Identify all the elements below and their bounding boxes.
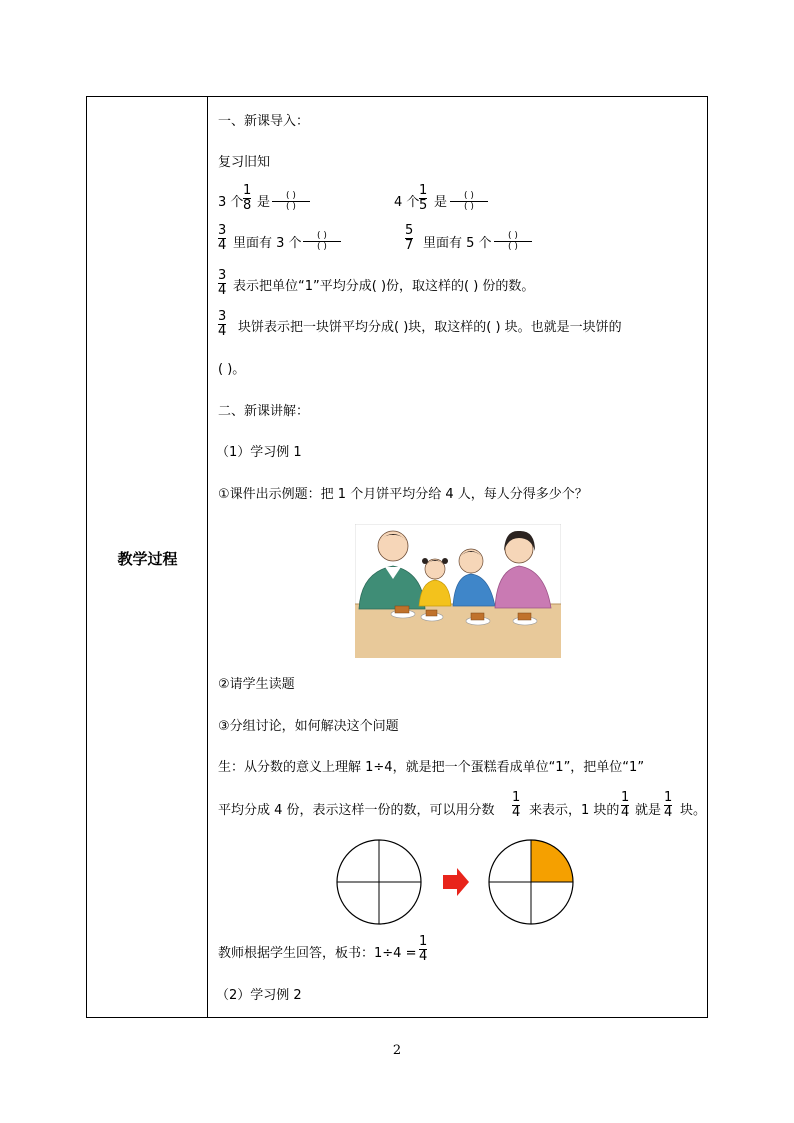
blank-numerator: ( ) [508, 231, 518, 241]
blank-denominator: ( ) [494, 241, 532, 252]
fraction-denominator: 4 [218, 238, 227, 253]
step-3: ③分组讨论，如何解决这个问题 [218, 719, 399, 734]
fraction-numerator: 1 [621, 790, 630, 805]
fraction-numerator: 5 [405, 223, 414, 238]
content-cell [209, 97, 707, 1017]
table-surface [355, 604, 561, 658]
step-2: ②请学生读题 [218, 677, 295, 692]
q5-text: 表示把单位“1”平均分成( )份，取这样的( ) 份的数。 [233, 279, 535, 294]
q3-answer-blank[interactable] [303, 231, 341, 252]
board-writing: 教师根据学生回答，板书：1÷4 = [218, 946, 417, 961]
q6-continuation: ( )。 [218, 362, 246, 377]
fraction-denominator: 4 [664, 805, 673, 820]
blank-numerator: ( ) [317, 231, 327, 241]
quarter-fraction-2 [621, 791, 629, 820]
review-heading: 复习旧知 [218, 155, 271, 170]
q2-is: 是 [434, 195, 448, 210]
boy-head [459, 549, 483, 573]
blank-numerator: ( ) [286, 191, 296, 201]
board-fraction [419, 935, 427, 964]
q6-fraction [218, 310, 226, 339]
fraction-numerator: 3 [218, 268, 227, 283]
row-label: 教学过程 [117, 550, 178, 568]
fraction-denominator: 4 [512, 805, 521, 820]
q4-answer-blank[interactable] [494, 231, 532, 252]
q3-text: 里面有 3 个 [233, 236, 302, 251]
fraction-denominator: 4 [218, 283, 227, 298]
cake-piece [395, 606, 409, 613]
quarter-fraction-1 [512, 791, 520, 820]
q2-fraction [419, 184, 427, 213]
quarter-fraction-3 [664, 791, 672, 820]
family-illustration [355, 524, 561, 658]
fraction-numerator: 1 [512, 790, 521, 805]
fraction-numerator: 1 [419, 183, 428, 198]
fraction-denominator: 4 [218, 324, 227, 339]
lesson-table [86, 96, 708, 1018]
q1-answer-blank[interactable] [272, 191, 310, 212]
fraction-numerator: 1 [243, 183, 252, 198]
fraction-denominator: 4 [621, 805, 630, 820]
fraction-denominator: 7 [405, 238, 414, 253]
fraction-denominator: 5 [419, 198, 428, 213]
blank-numerator: ( ) [464, 191, 474, 201]
blank-denominator: ( ) [303, 241, 341, 252]
fraction-denominator: 8 [243, 198, 252, 213]
q4-text: 里面有 5 个 [423, 236, 492, 251]
q1-is: 是 [257, 195, 271, 210]
girl-head [425, 559, 445, 579]
answer-line-2b: 来表示，1 块的 [529, 803, 620, 818]
cake-piece [426, 610, 437, 616]
fraction-circles-diagram [335, 837, 581, 927]
q3-fraction [218, 224, 226, 253]
q4-fraction [405, 224, 413, 253]
fraction-numerator: 1 [419, 934, 428, 949]
page-number: 2 [392, 1043, 402, 1058]
cake-piece [518, 613, 531, 620]
section-1-heading: 一、新课导入： [218, 114, 310, 129]
q2-answer-blank[interactable] [450, 191, 488, 212]
row-header-cell [87, 97, 208, 1017]
answer-line-2d: 块。 [680, 803, 707, 818]
q6-text: 块饼表示把一块饼平均分成( )块，取这样的( ) 块。也就是一块饼的 [238, 320, 622, 335]
fraction-numerator: 1 [664, 790, 673, 805]
answer-line-2a: 平均分成 4 份，表示这样一份的数，可以用分数 [218, 803, 495, 818]
cake-piece [471, 613, 484, 620]
answer-line-1: 生：从分数的意义上理解 1÷4，就是把一个蛋糕看成单位“1”，把单位“1” [218, 760, 645, 775]
example-2-heading: （2）学习例 2 [216, 988, 302, 1003]
section-2-heading: 二、新课讲解： [218, 404, 310, 419]
q1-prefix: 3 个 [218, 195, 244, 210]
example-1-heading: （1）学习例 1 [216, 445, 302, 460]
blank-denominator: ( ) [450, 201, 488, 212]
answer-line-2c: 就是 [635, 803, 662, 818]
q2-prefix: 4 个 [394, 195, 420, 210]
step-1: ①课件出示例题：把 1 个月饼平均分给 4 人，每人分得多少个？ [218, 487, 588, 502]
fraction-numerator: 3 [218, 309, 227, 324]
blank-denominator: ( ) [272, 201, 310, 212]
fraction-numerator: 3 [218, 223, 227, 238]
q5-fraction [218, 269, 226, 298]
fraction-denominator: 4 [419, 949, 428, 964]
q1-fraction [243, 184, 251, 213]
father-head [378, 531, 408, 561]
arrow-right-icon [443, 868, 469, 896]
